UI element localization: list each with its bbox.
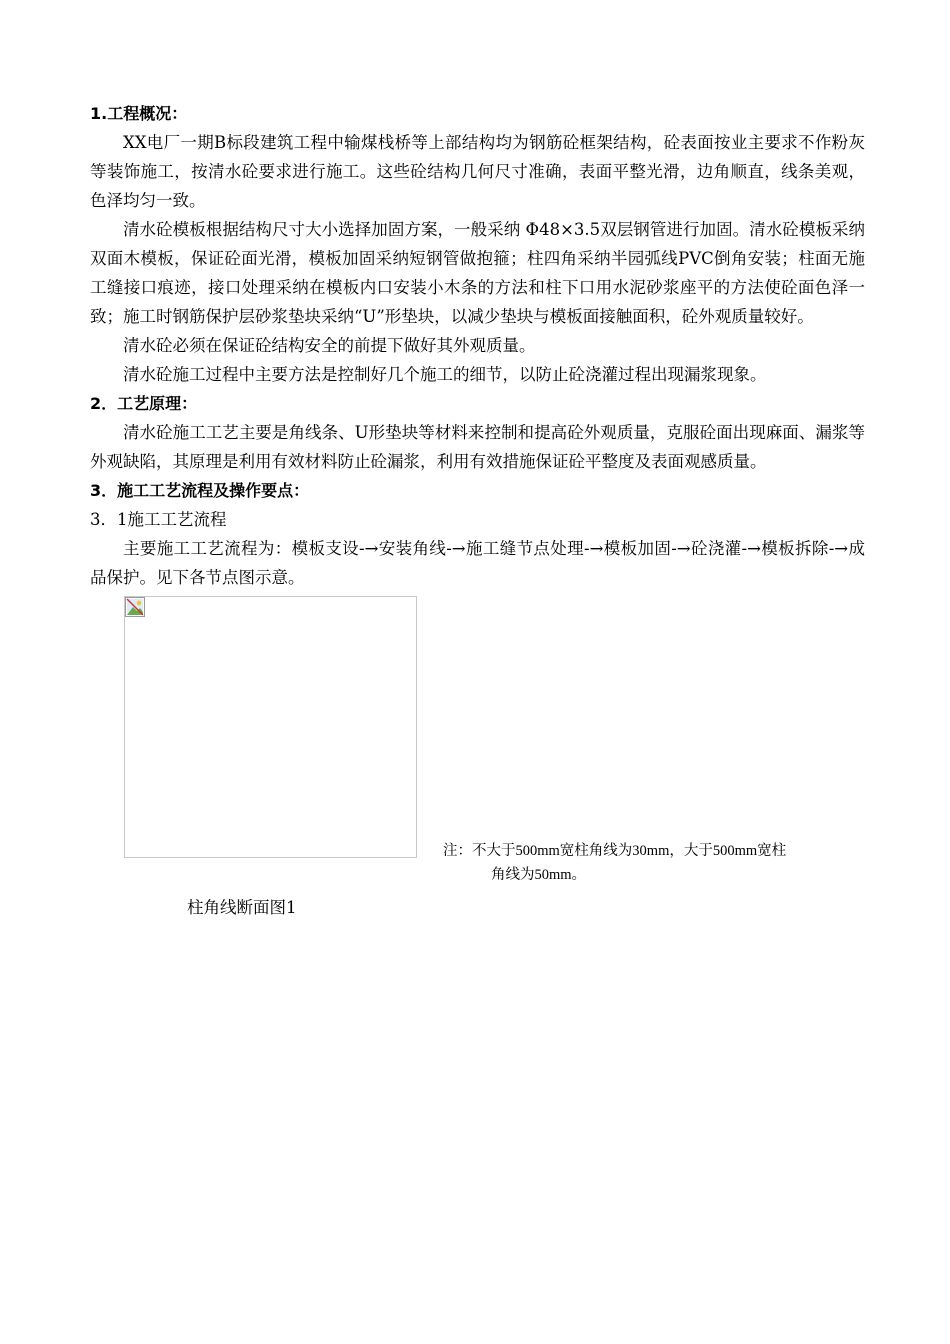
section-1-heading: 1.工程概况：	[90, 104, 188, 123]
figure-note-line-2: 角线为50mm。	[491, 867, 587, 883]
figure-image-placeholder	[124, 596, 417, 858]
figure-note-line-1: 注：不大于500mm宽柱角线为30mm，大于500mm宽柱	[443, 843, 787, 859]
section-1-paragraph-3: 清水砼必须在保证砼结构安全的前提下做好其外观质量。	[123, 336, 536, 355]
figure-area	[90, 596, 865, 936]
figure-note	[443, 839, 863, 887]
section-2-heading: 2．工艺原理：	[90, 394, 198, 413]
document-page	[90, 99, 865, 936]
broken-image-icon	[125, 597, 145, 617]
section-1-paragraph-1: XX电厂一期B标段建筑工程中输煤栈桥等上部结构均为钢筋砼框架结构，砼表面按业主要求不作粉灰等装饰施工，按清水砼要求进行施工。这些砼结构几何尺寸准确，表面平整光滑，边角顺直，线条美观，色泽均匀一致。	[90, 133, 865, 210]
section-1-paragraph-2: 清水砼模板根据结构尺寸大小选择加固方案，一般采纳 Φ48×3.5双层钢管进行加固。清水砼模板采纳双面木模板，保证砼面光滑，模板加固采纳短钢管做抱箍；柱四角采纳半园弧线PVC倒角安装；柱面无施工缝接口痕迹，接口处理采纳在模板内口安装小木条的方法和柱下口用水泥砂浆座平的方法使砼面色泽一致；施工时钢筋保护层砂浆垫块采纳“U”形垫块，以减少垫块与模板面接触面积，砼外观质量较好。	[90, 220, 865, 326]
figure-caption: 柱角线断面图1	[187, 898, 297, 917]
section-3-heading: 3．施工工艺流程及操作要点：	[90, 481, 310, 500]
section-1-paragraph-4: 清水砼施工过程中主要方法是控制好几个施工的细节，以防止砼浇灌过程出现漏浆现象。	[123, 365, 767, 384]
section-3-paragraph-1: 主要施工工艺流程为：模板支设-→安装角线-→施工缝节点处理-→模板加固-→砼浇灌-→模板拆除-→成品保护。见下各节点图示意。	[90, 539, 865, 587]
section-3-1-subheading: 3．1施工工艺流程	[90, 510, 227, 529]
section-2-paragraph-1: 清水砼施工工艺主要是角线条、U形垫块等材料来控制和提高砼外观质量，克服砼面出现麻面、漏浆等外观缺陷，其原理是利用有效材料防止砼漏浆，利用有效措施保证砼平整度及表面观感质量。	[90, 423, 865, 471]
